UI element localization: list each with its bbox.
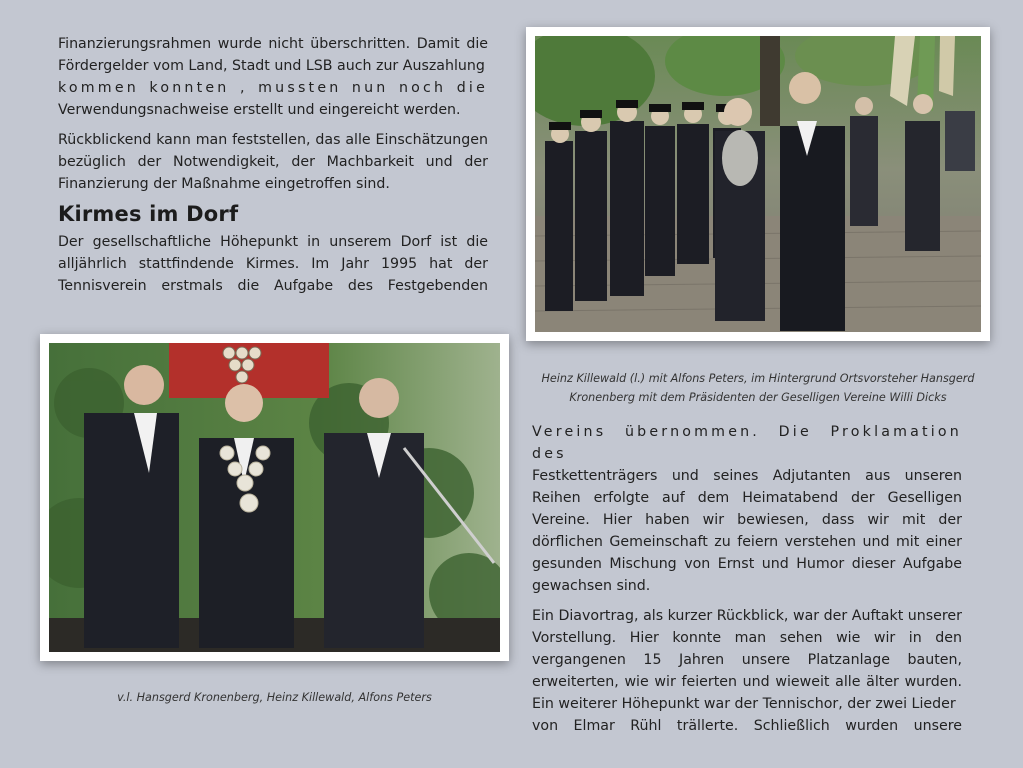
paragraph-slideshow (532, 605, 962, 737)
paragraph-proclamation-part-b: Festkettenträgers und seines Adjutanten aus unseren Reihen erfolgte auf dem Heimatabend der Geselligen Vereine. Hier haben wir bewiesen, dass wir mit der dörflichen Gemeinschaft zu feiern verstehen und mit einer gesunden Mischung von Ernst und Humor dieser Aufgabe gewachsen sind. (532, 468, 962, 594)
right-text-column (532, 421, 962, 737)
photo-stage (40, 334, 509, 661)
paragraph-financing-part-a: Finanzierungsrahmen wurde nicht überschritten. Damit die Fördergelder vom Land, Stadt und LSB auch zur Auszahlung (58, 36, 488, 74)
photo-parade (526, 27, 990, 341)
paragraph-financing (58, 33, 488, 121)
paragraph-slideshow-body: Ein Diavortrag, als kurzer Rückblick, war der Auftakt unserer Vorstellung. Hier konnte man sehen wie wir in den vergangenen 15 Jahren unsere Platzanlage bauten, erweiterten, wie wir feierten und wieweit alle älter wurden. Ein weiterer Höhepunkt war der Tennischor, der zwei Lieder (532, 608, 962, 712)
paragraph-proclamation-part-a: Vereins übernommen. Die Proklamation des (532, 424, 962, 462)
caption-parade-line1: Heinz Killewald (l.) mit Alfons Peters, im Hintergrund Ortsvorsteher Hansgerd (541, 372, 975, 385)
paragraph-kirmes-intro: Der gesellschaftliche Höhepunkt in unserem Dorf ist die alljährlich stattfindende Kirmes. Im Jahr 1995 hat der Tennisverein erstmals die Aufgabe des Festgebenden (58, 234, 488, 294)
caption-parade (526, 369, 990, 407)
caption-parade-line2: Kronenberg mit dem Präsidenten der Geselligen Vereine Willi Dicks (569, 391, 947, 404)
paragraph-retrospect: Rückblickend kann man feststellen, das alle Einschätzungen bezüglich der Notwendigkeit, der Machbarkeit und der Finanzierung der Maßnahme eingetroffen sind. (58, 132, 488, 192)
left-text-column (58, 33, 488, 305)
photo-stage-image (49, 343, 500, 652)
paragraph-financing-part-b: kommen konnten , mussten nun noch die (58, 80, 488, 96)
paragraph-slideshow-last-line: von Elmar Rühl trällerte. Schließlich wurden unsere (532, 718, 962, 734)
paragraph-financing-part-c: Verwendungsnachweise erstellt und eingereicht werden. (58, 102, 461, 118)
section-heading: Kirmes im Dorf (58, 202, 239, 226)
caption-stage: v.l. Hansgerd Kronenberg, Heinz Killewald, Alfons Peters (117, 691, 432, 704)
paragraph-proclamation (532, 421, 962, 597)
photo-parade-image (535, 36, 981, 332)
